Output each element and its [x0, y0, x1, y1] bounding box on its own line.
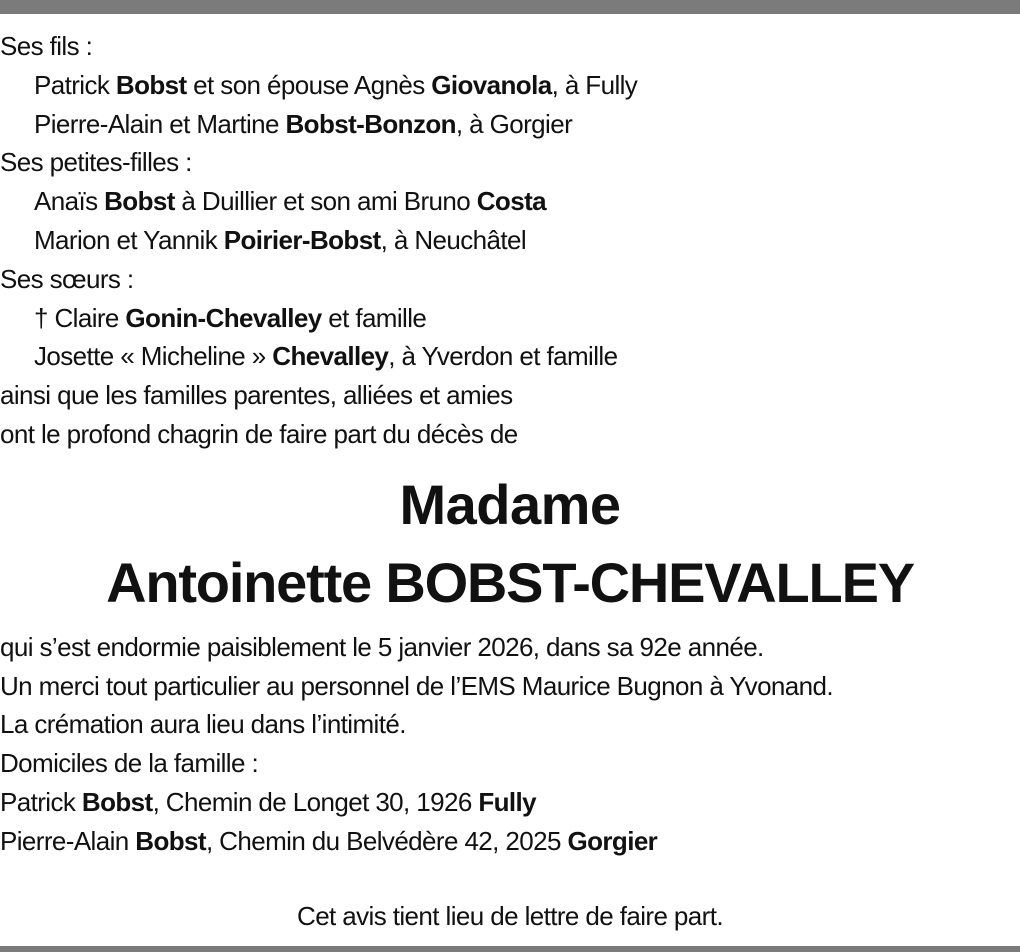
granddaughters-heading: Ses petites-filles : — [0, 147, 192, 178]
text: Pierre-Alain et Martine — [34, 108, 286, 139]
details-line-3: La crémation aura lieu dans l’intimité. — [0, 709, 406, 740]
text: , à Neuchâtel — [380, 224, 527, 255]
text: † Claire — [34, 302, 126, 333]
closing-note: Cet avis tient lieu de lettre de faire part. — [297, 901, 723, 931]
sister-line-1 — [0, 299, 1020, 338]
surname: Giovanola — [431, 69, 552, 100]
intro-line-2: ont le profond chagrin de faire part du décès de — [0, 418, 518, 449]
town: Fully — [478, 786, 537, 817]
text: , Chemin du Belvédère 42, 2025 — [205, 825, 568, 856]
deceased-name: Antoinette BOBST-CHEVALLEY — [106, 550, 914, 614]
domicile-line-1 — [0, 783, 1020, 822]
granddaughter-line-1 — [0, 182, 1020, 221]
text: Pierre-Alain — [0, 825, 136, 856]
text: , à Fully — [551, 69, 638, 100]
surname: Chevalley — [272, 341, 389, 372]
details-line-2: Un merci tout particulier au personnel de l’EMS Maurice Bugnon à Yvonand. — [0, 670, 833, 701]
text: Josette « Micheline » — [34, 341, 273, 372]
sister-line-2 — [0, 337, 1020, 376]
text: , à Yverdon et famille — [388, 341, 618, 372]
surname: Bobst — [115, 69, 187, 100]
text: , à Gorgier — [455, 108, 573, 139]
town: Gorgier — [567, 825, 658, 856]
sons-heading: Ses fils : — [0, 31, 93, 61]
surname: Bobst — [135, 825, 206, 856]
domicile-line-2 — [0, 822, 1020, 861]
granddaughter-line-2 — [0, 221, 1020, 260]
text: Anaïs — [34, 186, 105, 217]
text: et famille — [321, 302, 427, 333]
surname: Bobst — [104, 186, 175, 217]
text: Patrick — [34, 69, 116, 100]
details-line-1: qui s’est endormie paisiblement le 5 janvier 2026, dans sa 92e année. — [0, 631, 764, 662]
text: Marion et Yannik — [34, 224, 224, 255]
text: à Duillier et son ami Bruno — [174, 186, 477, 217]
deceased-title: Madame — [399, 472, 621, 536]
text: Patrick — [0, 786, 82, 817]
surname: Gonin-Chevalley — [125, 302, 322, 333]
surname: Costa — [476, 186, 546, 217]
surname: Bobst — [81, 786, 153, 817]
son-line-1 — [0, 66, 1020, 105]
surname: Poirier-Bobst — [223, 224, 381, 255]
obituary-notice — [0, 27, 1020, 861]
bottom-rule — [0, 946, 1020, 952]
sisters-heading: Ses sœurs : — [0, 263, 134, 294]
son-line-2 — [0, 105, 1020, 144]
text: et son épouse Agnès — [186, 69, 432, 100]
intro-line-1: ainsi que les familles parentes, alliées et amies — [0, 380, 513, 411]
surname: Bobst-Bonzon — [285, 108, 456, 139]
domiciles-heading: Domiciles de la famille : — [0, 748, 259, 779]
top-rule — [0, 0, 1020, 14]
text: , Chemin de Longet 30, 1926 — [152, 786, 479, 817]
